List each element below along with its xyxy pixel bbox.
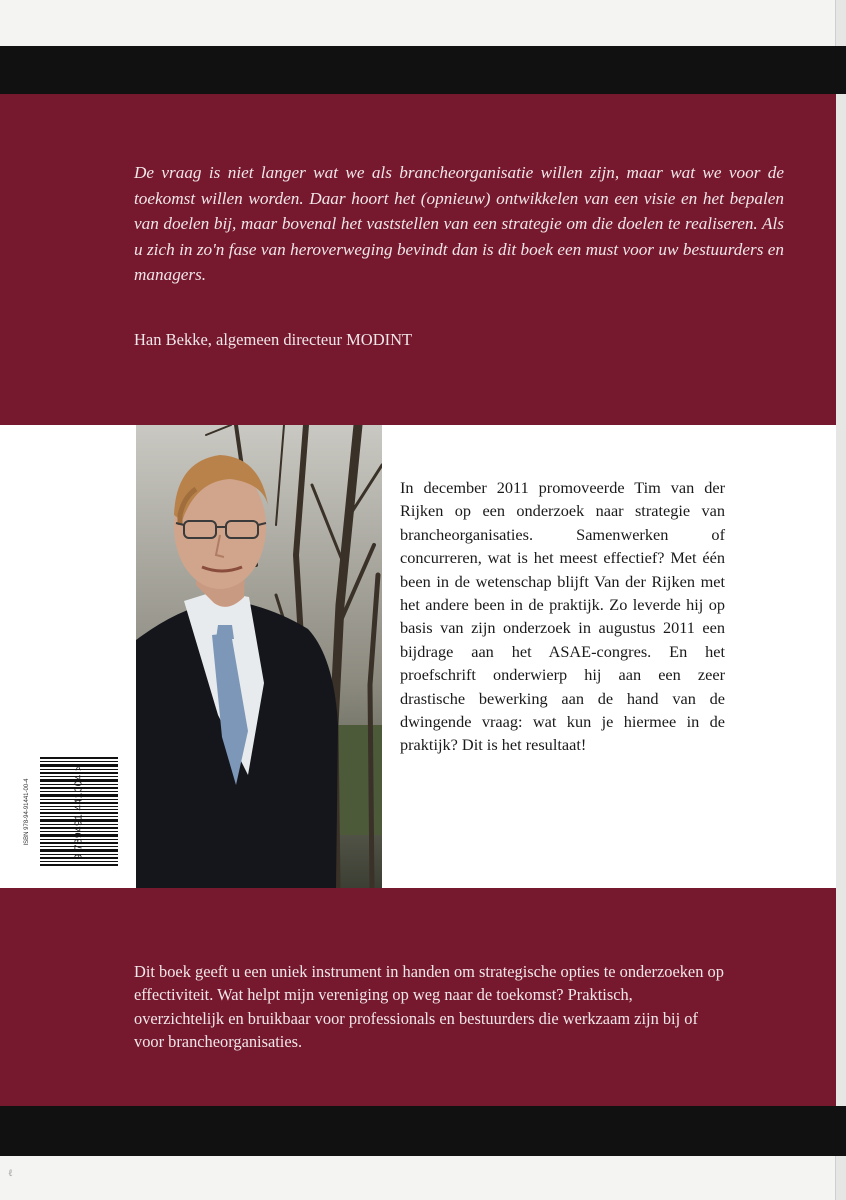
book-spine-edge — [835, 0, 846, 1200]
isbn-label: ISBN 978-94-91441-00-4 — [24, 778, 30, 846]
endorsement-quote: De vraag is niet langer wat we als brancheorganisatie willen zijn, maar wat we voor de toekomst willen worden. Daar hoort het (opnieuw) ontwikkelen van een visie en het bepalen van doelen bij, maar bovenal het vaststellen van een strategie om die doelen te realiseren. Als u zich in zo'n fase van heroverweging bevindt dan is dit boek een must voor uw bestuurders en managers. — [134, 163, 784, 284]
bottom-dark-band — [0, 1106, 846, 1156]
quote-attribution: Han Bekke, algemeen directeur MODINT — [134, 330, 413, 349]
author-photo — [136, 425, 382, 888]
top-dark-band — [0, 46, 846, 94]
book-summary: Dit boek geeft u een uniek instrument in handen om strategische opties te onderzoeken op effectiviteit. Wat helpt mijn vereniging op weg naar de toekomst? Praktisch, overzichtelijk en bruikbaar voor professionals en bestuurders die werkzaam zijn bij of voor brancheorganisaties. — [134, 962, 724, 1051]
barcode-digits: 9 789491 441004 > — [73, 764, 85, 860]
pencil-mark: ℓ — [8, 1168, 13, 1179]
author-bio: In december 2011 promoveerde Tim van der Rijken op een onderzoek naar strategie van brancheorganisaties. Samenwerken of concurreren, wat is het meest effectief? Met één been in de wetenschap blijft Van der Rijken met het andere been in de praktijk. Zo leverde hij op basis van zijn onderzoek in augustus 2011 een bijdrage aan het ASAE-congres. En het proefschrift onderwierp hij aan een zeer drastische bewerking aan de hand van de dwingende vraag: wat kun je hiermee in de praktijk? Dit is het resultaat! — [400, 478, 725, 755]
author-portrait-illustration — [136, 425, 382, 888]
